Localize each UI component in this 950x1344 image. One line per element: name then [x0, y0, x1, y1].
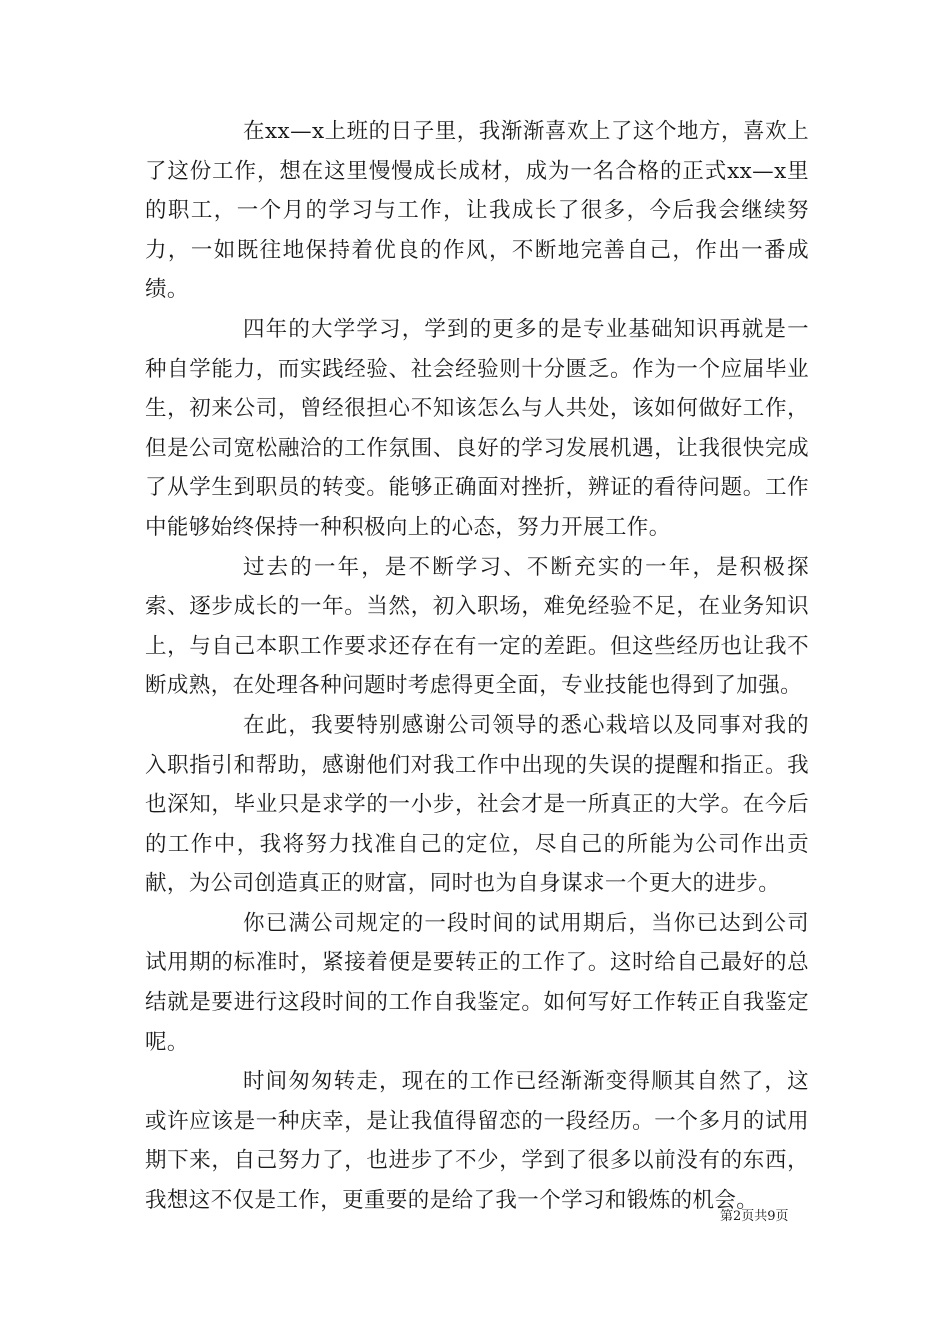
- paragraph: 在xx—x上班的日子里，我渐渐喜欢上了这个地方，喜欢上了这份工作，想在这里慢慢成长成材，成为一名合格的正式xx—x里的职工，一个月的学习与工作，让我成长了很多，今后我会继续努力，一如既往地保持着优良的作风，不断地完善自己，作出一番成绩。: [145, 119, 809, 303]
- paragraph: 在此，我要特别感谢公司领导的悉心栽培以及同事对我的入职指引和帮助，感谢他们对我工作中出现的失误的提醒和指正。我也深知，毕业只是求学的一小步，社会才是一所真正的大学。在今后的工作中，我将努力找准自己的定位，尽自己的所能为公司作出贡献，为公司创造真正的财富，同时也为自身谋求一个更大的进步。: [145, 712, 809, 897]
- paragraph: 四年的大学学习，学到的更多的是专业基础知识再就是一种自学能力，而实践经验、社会经验则十分匮乏。作为一个应届毕业生，初来公司，曾经很担心不知该怎么与人共处，该如何做好工作，但是公司宽松融洽的工作氛围、良好的学习发展机遇，让我很快完成了从学生到职员的转变。能够正确面对挫折，辨证的看待问题。工作中能够始终保持一种积极向上的心态，努力开展工作。: [145, 316, 809, 540]
- paragraph: 你已满公司规定的一段时间的试用期后，当你已达到公司试用期的标准时，紧接着便是要转正的工作了。这时给自己最好的总结就是要进行这段时间的工作自我鉴定。如何写好工作转正自我鉴定呢。: [145, 910, 809, 1055]
- paragraph: 时间匆匆转走，现在的工作已经渐渐变得顺其自然了，这或许应该是一种庆幸，是让我值得留恋的一段经历。一个多月的试用期下来，自己努力了，也进步了不少，学到了很多以前没有的东西，我想这不仅是工作，更重要的是给了我一个学习和锻炼的机会。: [145, 1069, 809, 1214]
- paragraph: 过去的一年，是不断学习、不断充实的一年，是积极探索、逐步成长的一年。当然，初入职场，难免经验不足，在业务知识上，与自己本职工作要求还存在有一定的差距。但这些经历也让我不断成熟，在处理各种问题时考虑得更全面，专业技能也得到了加强。: [145, 554, 809, 699]
- page-number-footer: 第2页共9页: [720, 1209, 789, 1224]
- document-body: [145, 112, 809, 1221]
